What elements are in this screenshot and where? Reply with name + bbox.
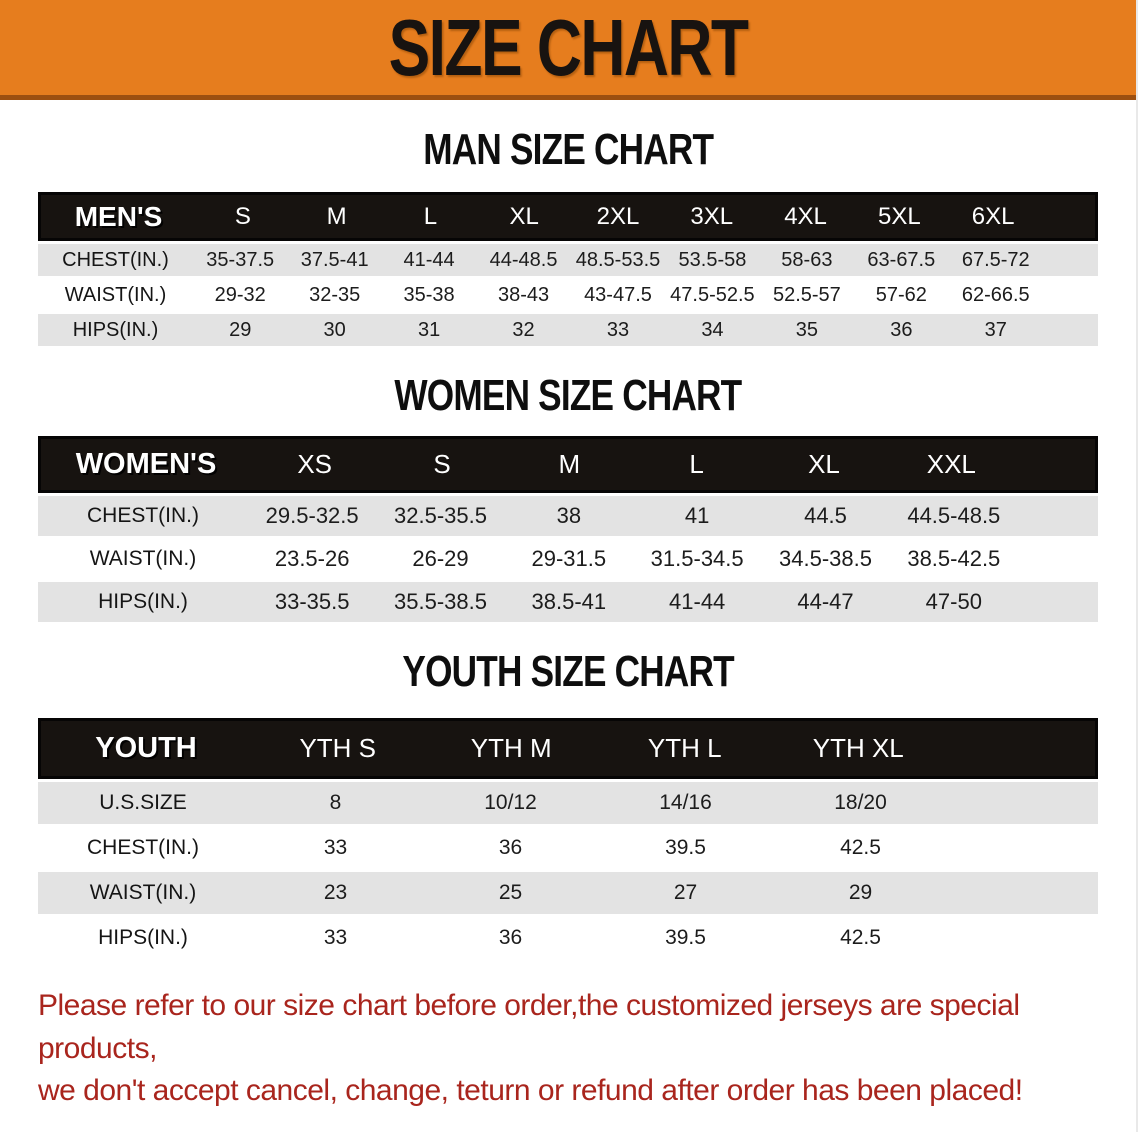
- table-cell: 47.5-52.5: [670, 283, 755, 306]
- row-label: CHEST(IN.): [62, 248, 169, 271]
- row-label: U.S.SIZE: [99, 791, 187, 814]
- table-cell: 41: [684, 503, 710, 528]
- table-cell: 39.5: [665, 926, 706, 949]
- table-cell: 29-31.5: [531, 546, 607, 571]
- table-row: [38, 496, 1098, 536]
- table-cell: 35-38: [403, 283, 455, 306]
- men-size-table: [38, 192, 1098, 346]
- table-cell: 41-44: [669, 589, 726, 614]
- table-cell: 27: [673, 881, 698, 904]
- table-cell: 18/20: [834, 791, 887, 814]
- table-row: [38, 827, 1098, 869]
- row-label: WAIST(IN.): [64, 283, 167, 306]
- table-cell: 29-32: [214, 283, 266, 306]
- column-header: L: [689, 449, 704, 479]
- table-cell: 53.5-58: [678, 248, 747, 271]
- table-cell: 23.5-26: [274, 546, 350, 571]
- column-header: YTH S: [299, 733, 377, 763]
- column-header: 6XL: [971, 202, 1015, 230]
- table-row: [38, 917, 1098, 959]
- youth-table-header-row: [38, 718, 1098, 779]
- row-label: WAIST(IN.): [89, 547, 197, 570]
- column-header: YTH XL: [812, 733, 904, 763]
- table-row: [38, 539, 1098, 579]
- table-cell: 38: [556, 503, 582, 528]
- table-cell: 32-35: [309, 283, 361, 306]
- table-cell: 67.5-72: [961, 248, 1030, 271]
- banner-title: SIZE CHART: [388, 2, 748, 92]
- table-cell: 35: [795, 318, 818, 341]
- table-cell: 41-44: [403, 248, 455, 271]
- column-header: XXL: [926, 449, 976, 479]
- column-header: 3XL: [690, 202, 734, 230]
- women-size-chart-heading: WOMEN SIZE CHART: [394, 371, 742, 420]
- table-cell: 29: [848, 881, 873, 904]
- table-cell: 37: [984, 318, 1007, 341]
- table-cell: 30: [323, 318, 346, 341]
- table-cell: 31.5-34.5: [650, 546, 744, 571]
- table-cell: 29: [229, 318, 252, 341]
- table-cell: 33: [606, 318, 630, 341]
- table-cell: 42.5: [840, 836, 881, 859]
- table-cell: 44.5-48.5: [907, 503, 1001, 528]
- table-cell: 26-29: [412, 546, 469, 571]
- column-header: S: [234, 202, 251, 230]
- youth-size-chart-heading: YOUTH SIZE CHART: [402, 647, 734, 696]
- column-header: XL: [509, 202, 539, 230]
- table-cell: 33: [323, 836, 348, 859]
- table-cell: 62-66.5: [961, 283, 1030, 306]
- table-cell: 37.5-41: [300, 248, 369, 271]
- women-table-header-row: [38, 436, 1098, 493]
- column-header: YTH M: [470, 733, 552, 763]
- table-cell: 44-48.5: [489, 248, 558, 271]
- table-cell: 36: [890, 318, 913, 341]
- column-header: YTH L: [647, 733, 722, 763]
- table-cell: 44-47: [797, 589, 854, 614]
- table-cell: 10/12: [484, 791, 537, 814]
- row-label: HIPS(IN.): [72, 318, 159, 341]
- table-cell: 35.5-38.5: [394, 589, 487, 614]
- table-cell: 29.5-32.5: [265, 503, 359, 528]
- table-cell: 52.5-57: [772, 283, 841, 306]
- order-policy-note: [38, 985, 1106, 1113]
- table-cell: 23: [323, 881, 348, 904]
- table-cell: 48.5-53.5: [575, 248, 661, 271]
- column-header: L: [423, 202, 438, 230]
- women-table-row-header: WOMEN'S: [75, 448, 217, 480]
- column-header: S: [433, 449, 451, 479]
- row-label: HIPS(IN.): [98, 590, 188, 613]
- men-table-header-row: [38, 192, 1098, 241]
- row-label: CHEST(IN.): [87, 836, 199, 859]
- table-cell: 38-43: [497, 283, 550, 306]
- table-cell: 38.5-41: [531, 589, 607, 614]
- row-label: WAIST(IN.): [89, 881, 197, 904]
- column-header: M: [558, 449, 581, 479]
- table-cell: 44.5: [804, 503, 847, 528]
- table-cell: 31: [417, 318, 441, 341]
- table-row: [38, 582, 1098, 622]
- youth-size-table: [38, 718, 1098, 959]
- table-cell: 63-67.5: [867, 248, 936, 271]
- row-label: HIPS(IN.): [98, 926, 188, 949]
- table-cell: 25: [498, 881, 523, 904]
- youth-table-row-header: YOUTH: [95, 732, 197, 764]
- table-cell: 34: [701, 318, 724, 341]
- size-chart-banner: [0, 0, 1136, 100]
- table-cell: 8: [329, 791, 342, 814]
- column-header: XL: [808, 449, 840, 479]
- table-cell: 33-35.5: [274, 589, 350, 614]
- table-row: [38, 244, 1098, 276]
- table-cell: 14/16: [659, 791, 712, 814]
- table-cell: 42.5: [840, 926, 881, 949]
- column-header: 5XL: [877, 202, 921, 230]
- table-cell: 57-62: [875, 283, 927, 306]
- table-cell: 33: [323, 926, 348, 949]
- table-cell: 47-50: [925, 589, 982, 614]
- order-policy-line-1: Please refer to our size chart before order,the customized jerseys are special products,: [38, 989, 1020, 1065]
- table-row: [38, 279, 1098, 311]
- table-cell: 38.5-42.5: [907, 546, 1001, 571]
- column-header: 4XL: [784, 202, 827, 230]
- men-table-row-header: MEN'S: [74, 200, 163, 232]
- table-row: [38, 314, 1098, 346]
- table-row: [38, 782, 1098, 824]
- table-row: [38, 872, 1098, 914]
- table-cell: 35-37.5: [206, 248, 275, 271]
- table-cell: 58-63: [781, 248, 833, 271]
- order-policy-line-2: we don't accept cancel, change, teturn or refund after order has been placed!: [38, 1074, 1023, 1108]
- man-size-chart-heading: MAN SIZE CHART: [423, 125, 713, 174]
- women-size-table: [38, 436, 1098, 622]
- table-cell: 43-47.5: [584, 283, 652, 306]
- table-cell: 36: [498, 926, 523, 949]
- table-cell: 36: [498, 836, 523, 859]
- row-label: CHEST(IN.): [87, 504, 199, 527]
- column-header: M: [326, 202, 347, 230]
- table-cell: 39.5: [665, 836, 706, 859]
- table-cell: 32.5-35.5: [394, 503, 487, 528]
- table-cell: 32: [512, 318, 535, 341]
- column-header: 2XL: [596, 202, 640, 230]
- column-header: XS: [297, 449, 332, 479]
- table-cell: 34.5-38.5: [779, 546, 872, 571]
